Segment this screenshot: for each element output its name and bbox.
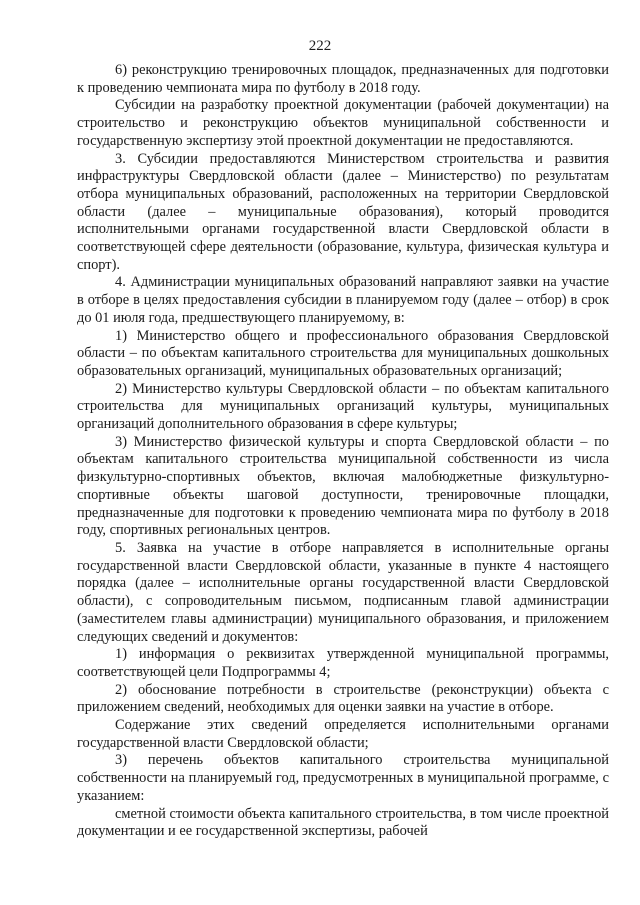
paragraph: 3. Субсидии предоставляются Министерством строительства и развития инфраструктуры Свердловской области (далее – Министерство) по результатам отбора муниципальных образований, расположенных на территории Свердловской области (далее – муниципальные образования), который проводится исполнительными органами государственной власти Свердловской области в соответствующей сфере деятельности (образование, культура, физическая культура и спорт).: [77, 150, 609, 273]
paragraph: сметной стоимости объекта капитального строительства, в том числе проектной документации и ее государственной экспертизы, рабочей: [77, 805, 609, 840]
page-number: 222: [308, 38, 332, 54]
paragraph: 1) информация о реквизитах утвержденной муниципальной программы, соответствующей цели Подпрограммы 4;: [77, 646, 609, 680]
paragraph: 1) Министерство общего и профессионального образования Свердловской области – по объектам капитального строительства для муниципальных дошкольных образовательных организаций, муниципальных образовательных организаций;: [77, 327, 609, 379]
paragraph: 2) Министерство культуры Свердловской области – по объектам капитального строительства для муниципальных организаций культуры, муниципальных организаций дополнительного образования в сфере культуры;: [77, 380, 609, 433]
paragraph: 5. Заявка на участие в отборе направляется в исполнительные органы государственной власти Свердловской области, указанные в пункте 4 настоящего порядка (далее – исполнительные органы государственной власти Свердловской области), с сопроводительным письмом, подписанным главой администрации (заместителем главы администрации) муниципального образования, и приложением следующих сведений и документов:: [77, 539, 609, 645]
paragraph: 2) обоснование потребности в строительстве (реконструкции) объекта с приложением сведений, необходимых для оценки заявки на участие в отборе.: [77, 681, 609, 716]
paragraph: 3) Министерство физической культуры и спорта Свердловской области – по объектам капитального строительства муниципальной собственности из числа физкультурно-спортивных объектов, включая малобюджетные физкультурно-спортивные объекты шаговой доступности, тренировочные площадки, предназначенные для подготовки к проведению чемпионата мира по футболу в 2018 году, спортивных региональных центров.: [77, 433, 609, 539]
paragraph: 4. Администрации муниципальных образований направляют заявки на участие в отборе в целях предоставления субсидии в планируемом году (далее – отбор) в срок до 01 июля года, предшествующего планируемому, в:: [77, 274, 609, 326]
paragraph: 3) перечень объектов капитального строительства муниципальной собственности на планируемый год, предусмотренных в муниципальной программе, с указанием:: [77, 752, 609, 804]
paragraph: 6) реконструкцию тренировочных площадок, предназначенных для подготовки к проведению чемпионата мира по футболу в 2018 году.: [77, 62, 609, 96]
paragraph: Содержание этих сведений определяется исполнительными органами государственной власти Свердловской области;: [77, 717, 609, 751]
paragraph: Субсидии на разработку проектной документации (рабочей документации) на строительство и реконструкцию объектов муниципальной собственности и государственную экспертизу этой проектной документации не предоставляются.: [77, 97, 609, 149]
document-body: [77, 62, 609, 841]
